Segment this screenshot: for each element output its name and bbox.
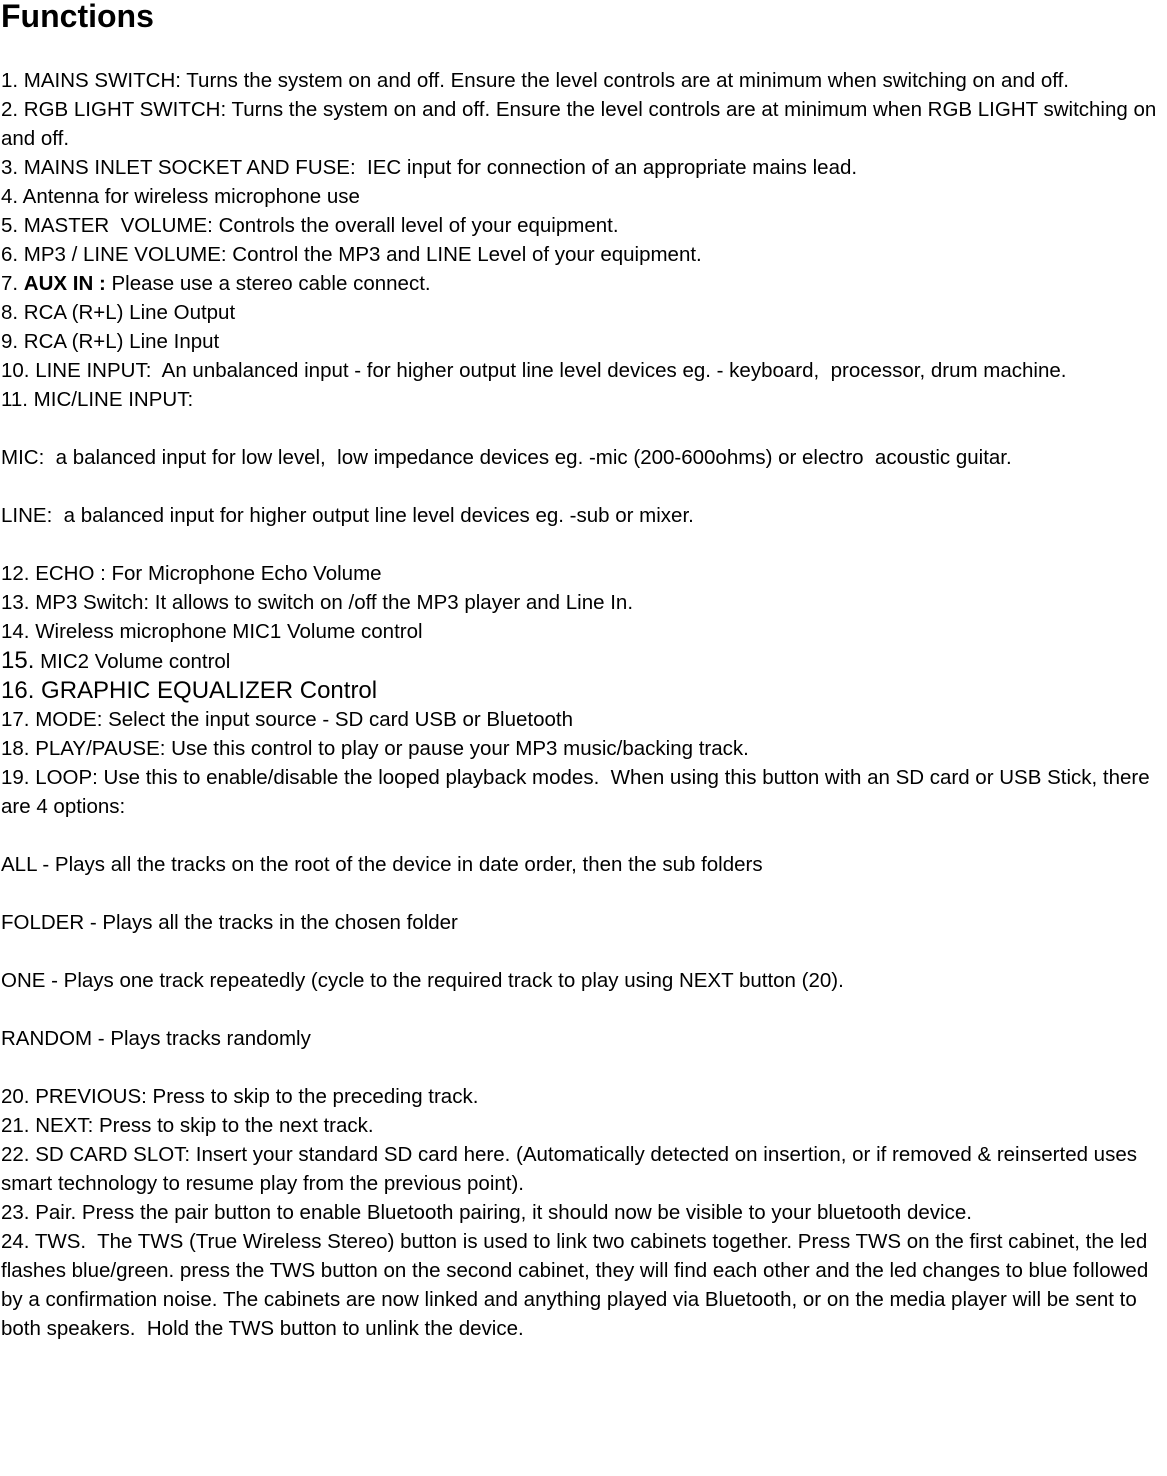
spacer: [1, 937, 1167, 966]
spacer: [1, 414, 1167, 443]
list-item: 3. MAINS INLET SOCKET AND FUSE: IEC input for connection of an appropriate mains lead.: [1, 156, 858, 179]
list-item: 20. PREVIOUS: Press to skip to the preceding track.: [1, 1085, 479, 1108]
item-text: Please use a stereo cable connect.: [105, 272, 431, 295]
list-item: 5. MASTER VOLUME: Controls the overall level of your equipment.: [1, 214, 619, 237]
list-item: 1. MAINS SWITCH: Turns the system on and off. Ensure the level controls are at minimum when switching on and off.: [1, 69, 1069, 92]
list-item: 8. RCA (R+L) Line Output: [1, 301, 236, 324]
list-item: 9. RCA (R+L) Line Input: [1, 330, 220, 353]
list-item: 24. TWS. The TWS (True Wireless Stereo) button is used to link two cabinets together. Press TWS on the first cabinet, the led flashes blue/green. press the TWS button on the second cabinet, they will find each other and the led changes to blue followed by a confirmation noise. The cabinets are now linked and anything played via Bluetooth, or on the media player will be sent to both speakers. Hold the TWS button to unlink the device.: [1, 1230, 1154, 1340]
list-item: 13. MP3 Switch: It allows to switch on /off the MP3 player and Line In.: [1, 591, 634, 614]
item-number: 7.: [1, 272, 24, 295]
mic-description: MIC: a balanced input for low level, low impedance devices eg. -mic (200-600ohms) or electro acoustic guitar.: [1, 446, 1012, 469]
list-item: 23. Pair. Press the pair button to enable Bluetooth pairing, it should now be visible to your bluetooth device.: [1, 1201, 972, 1224]
list-item: 16. GRAPHIC EQUALIZER Control: [1, 677, 378, 704]
list-item: 17. MODE: Select the input source - SD card USB or Bluetooth: [1, 708, 573, 731]
list-item: 6. MP3 / LINE VOLUME: Control the MP3 and LINE Level of your equipment.: [1, 243, 702, 266]
loop-option-folder: FOLDER - Plays all the tracks in the chosen folder: [1, 911, 458, 934]
loop-option-all: ALL - Plays all the tracks on the root of the device in date order, then the sub folders: [1, 853, 763, 876]
item-number: 15.: [1, 647, 35, 674]
loop-option-random: RANDOM - Plays tracks randomly: [1, 1027, 311, 1050]
spacer: [1, 530, 1167, 559]
item-text: MIC2 Volume control: [34, 650, 231, 673]
spacer: [1, 1053, 1167, 1082]
loop-option-one: ONE - Plays one track repeatedly (cycle to the required track to play using NEXT button (20).: [1, 969, 844, 992]
list-item: [1, 646, 1167, 676]
spacer: [1, 472, 1167, 501]
list-item: 12. ECHO : For Microphone Echo Volume: [1, 562, 382, 585]
list-item: 19. LOOP: Use this to enable/disable the looped playback modes. When using this button with an SD card or USB Stick, there are 4 options:: [1, 766, 1156, 818]
page-title: Functions: [1, 0, 154, 34]
list-item: 14. Wireless microphone MIC1 Volume control: [1, 620, 423, 643]
list-item: 2. RGB LIGHT SWITCH: Turns the system on and off. Ensure the level controls are at minimum when RGB LIGHT switching on and off.: [1, 98, 1162, 150]
list-item: 21. NEXT: Press to skip to the next track.: [1, 1114, 374, 1137]
spacer: [1, 821, 1167, 850]
list-item: 10. LINE INPUT: An unbalanced input - for higher output line level devices eg. - keyboard, processor, drum machine.: [1, 359, 1067, 382]
aux-in-label: AUX IN :: [23, 272, 106, 295]
list-item: [1, 269, 1167, 298]
list-item: 4. Antenna for wireless microphone use: [1, 185, 360, 208]
list-item: 22. SD CARD SLOT: Insert your standard SD card here. (Automatically detected on insertion, or if removed & reinserted uses smart technology to resume play from the previous point).: [1, 1143, 1143, 1195]
spacer: [1, 995, 1167, 1024]
functions-list: [1, 66, 1167, 1343]
list-item: 11. MIC/LINE INPUT:: [1, 388, 194, 411]
list-item: 18. PLAY/PAUSE: Use this control to play or pause your MP3 music/backing track.: [1, 737, 749, 760]
line-description: LINE: a balanced input for higher output line level devices eg. -sub or mixer.: [1, 504, 694, 527]
spacer: [1, 879, 1167, 908]
